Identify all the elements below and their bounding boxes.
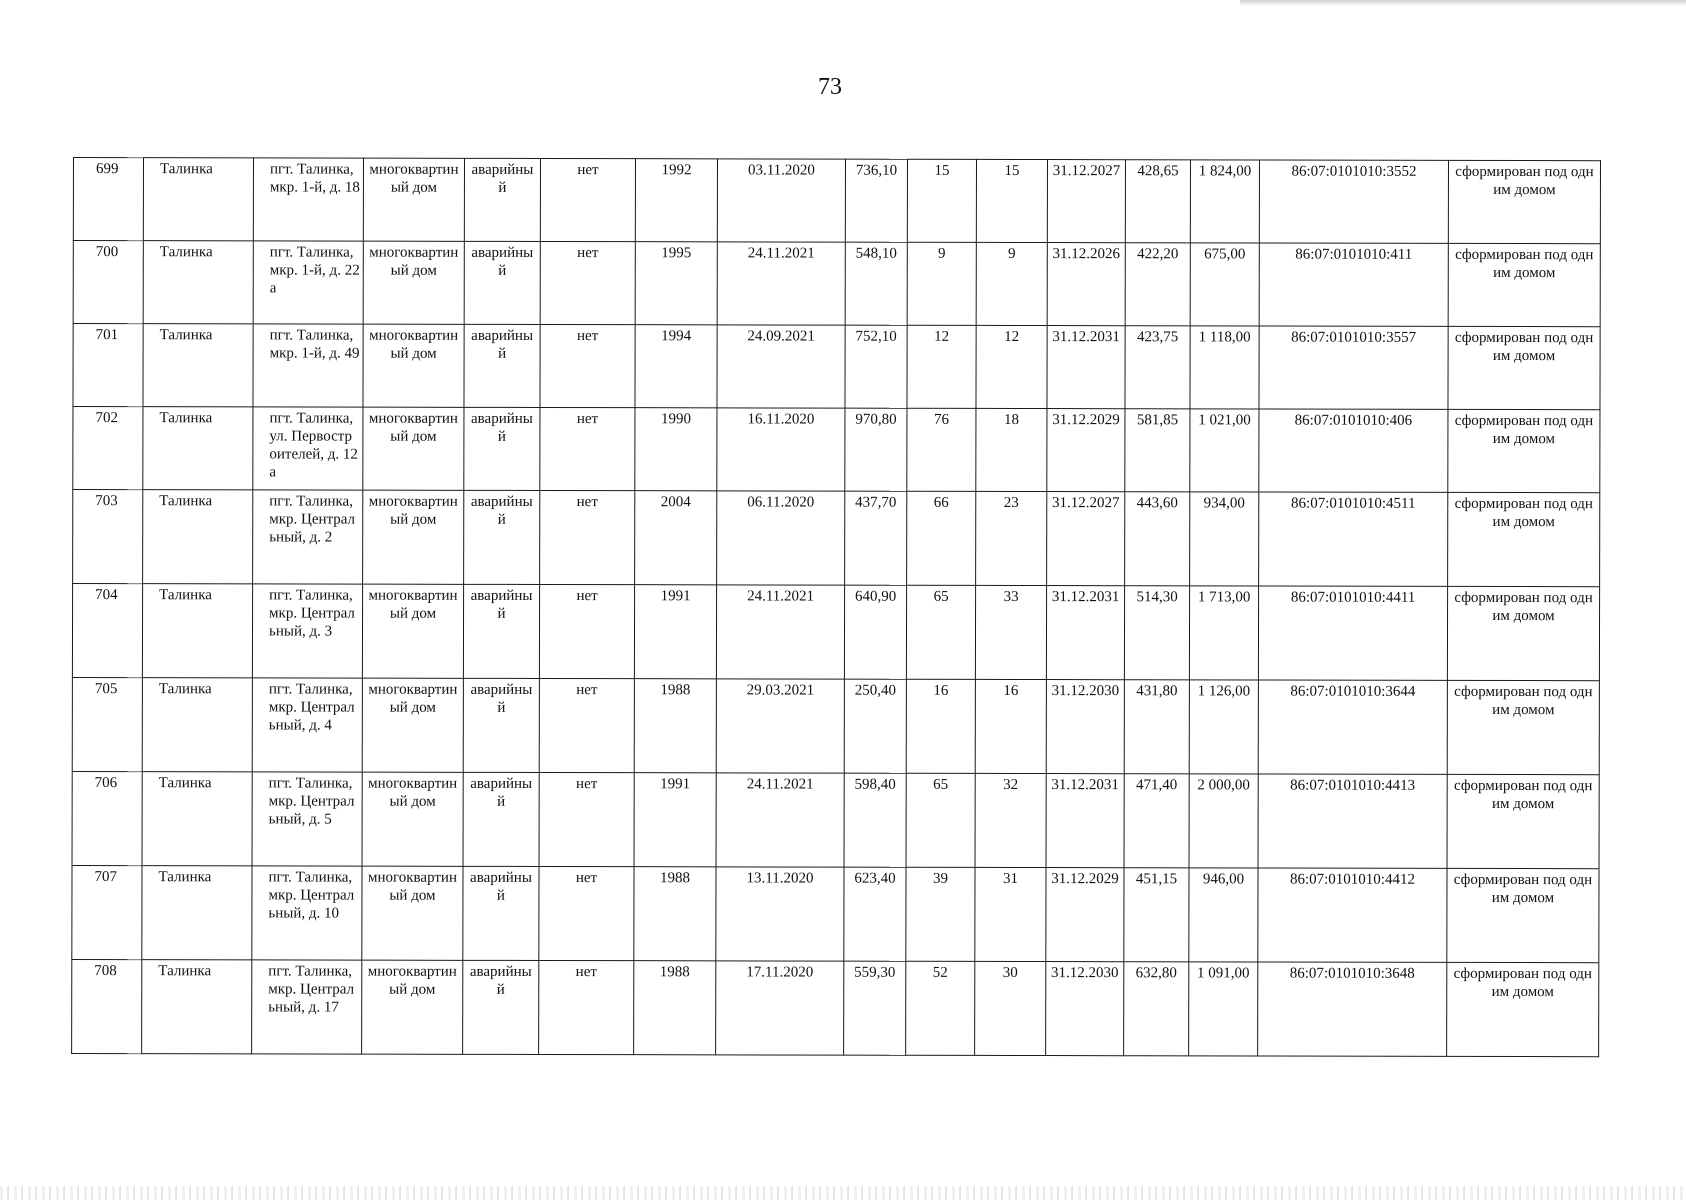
year-cell: 1990: [635, 408, 717, 491]
municipality-cell: Талинка: [143, 158, 253, 241]
municipality-cell: Талинка: [143, 241, 253, 324]
date-cell: 13.11.2020: [716, 867, 844, 961]
building-type-cell: многоквартиный дом: [363, 324, 464, 407]
value3-cell: 428,65: [1125, 160, 1190, 243]
value4-cell: 934,00: [1190, 492, 1259, 586]
flag-cell: нет: [539, 866, 634, 960]
value1-cell: 66: [907, 491, 976, 585]
cadastral-number-cell: 86:07:0101010:411: [1259, 243, 1448, 326]
num-cell: 706: [72, 771, 142, 865]
value2-cell: 32: [975, 773, 1046, 867]
date-cell: 17.11.2020: [716, 961, 844, 1055]
area-cell: 250,40: [844, 679, 906, 773]
num-cell: 702: [73, 407, 143, 490]
address-cell: пгт. Талинка, мкр. Центральный, д. 4: [252, 678, 362, 772]
value1-cell: 9: [907, 242, 976, 325]
municipality-cell: Талинка: [142, 584, 252, 678]
value2-cell: 15: [976, 159, 1047, 242]
date-cell: 03.11.2020: [717, 159, 845, 242]
value1-cell: 76: [907, 408, 976, 491]
status-cell: сформирован под одним домом: [1447, 774, 1599, 868]
value1-cell: 52: [906, 961, 975, 1055]
building-type-cell: многоквартиный дом: [362, 960, 463, 1054]
address-cell: пгт. Талинка, мкр. Центральный, д. 2: [253, 490, 363, 584]
value3-cell: 422,20: [1125, 243, 1190, 326]
flag-cell: нет: [540, 241, 635, 324]
value4-cell: 946,00: [1189, 868, 1258, 962]
building-type-cell: многоквартиный дом: [363, 490, 464, 584]
deadline-cell: 31.12.2027: [1047, 160, 1125, 243]
municipality-cell: Талинка: [142, 960, 252, 1054]
condition-cell: аварийный: [464, 241, 540, 324]
area-cell: 623,40: [844, 867, 906, 961]
year-cell: 1995: [635, 242, 717, 325]
cadastral-number-cell: 86:07:0101010:4511: [1259, 492, 1448, 586]
deadline-cell: 31.12.2029: [1046, 868, 1124, 962]
value3-cell: 431,80: [1124, 680, 1189, 774]
date-cell: 29.03.2021: [716, 679, 844, 773]
deadline-cell: 31.12.2026: [1047, 243, 1125, 326]
flag-cell: нет: [540, 158, 635, 241]
building-type-cell: многоквартиный дом: [362, 678, 463, 772]
value2-cell: 12: [976, 325, 1047, 408]
value4-cell: 1 118,00: [1190, 326, 1259, 409]
year-cell: 1988: [634, 961, 716, 1055]
table-row: [72, 959, 1599, 1056]
table-row: [72, 584, 1599, 681]
condition-cell: аварийный: [463, 772, 539, 866]
municipality-cell: Талинка: [143, 407, 253, 490]
value1-cell: 12: [907, 325, 976, 408]
scan-edge-top: [1240, 0, 1686, 6]
area-cell: 640,90: [844, 585, 906, 679]
value3-cell: 471,40: [1124, 774, 1189, 868]
value2-cell: 33: [975, 585, 1046, 679]
cadastral-number-cell: 86:07:0101010:3552: [1259, 160, 1448, 243]
value3-cell: 443,60: [1125, 492, 1190, 586]
building-type-cell: многоквартиный дом: [362, 584, 463, 678]
building-type-cell: многоквартиный дом: [363, 158, 464, 241]
value3-cell: 451,15: [1124, 868, 1189, 962]
value2-cell: 18: [976, 408, 1047, 491]
deadline-cell: 31.12.2031: [1047, 326, 1125, 409]
deadline-cell: 31.12.2031: [1046, 774, 1124, 868]
municipality-cell: Талинка: [143, 490, 253, 584]
status-cell: сформирован под одним домом: [1448, 160, 1600, 243]
date-cell: 24.09.2021: [717, 325, 845, 408]
cadastral-number-cell: 86:07:0101010:406: [1259, 409, 1448, 492]
municipality-cell: Талинка: [142, 866, 252, 960]
cadastral-number-cell: 86:07:0101010:3648: [1258, 962, 1447, 1056]
flag-cell: нет: [539, 584, 634, 678]
building-type-cell: многоквартиный дом: [362, 772, 463, 866]
num-cell: 704: [72, 584, 142, 678]
value2-cell: 16: [975, 679, 1046, 773]
building-type-cell: многоквартиный дом: [363, 407, 464, 490]
date-cell: 24.11.2021: [717, 242, 845, 325]
year-cell: 1994: [635, 325, 717, 408]
cadastral-number-cell: 86:07:0101010:4411: [1258, 586, 1447, 680]
address-cell: пгт. Талинка, ул. Первостроителей, д. 12а: [253, 407, 363, 490]
page-number: 73: [818, 74, 842, 100]
year-cell: 1992: [635, 159, 717, 242]
value1-cell: 65: [906, 773, 975, 867]
condition-cell: аварийный: [464, 407, 540, 490]
value4-cell: 2 000,00: [1189, 774, 1258, 868]
address-cell: пгт. Талинка, мкр. Центральный, д. 17: [252, 960, 362, 1054]
area-cell: 598,40: [844, 773, 906, 867]
date-cell: 16.11.2020: [717, 408, 845, 491]
address-cell: пгт. Талинка, мкр. 1-й, д. 49: [253, 324, 363, 407]
year-cell: 2004: [635, 491, 717, 585]
table-row: [73, 324, 1600, 410]
municipality-cell: Талинка: [142, 678, 252, 772]
flag-cell: нет: [539, 678, 634, 772]
year-cell: 1991: [634, 585, 716, 679]
area-cell: 736,10: [845, 159, 907, 242]
status-cell: сформирован под одним домом: [1447, 680, 1599, 774]
year-cell: 1991: [634, 773, 716, 867]
value1-cell: 15: [907, 159, 976, 242]
building-type-cell: многоквартиный дом: [363, 241, 464, 324]
deadline-cell: 31.12.2031: [1046, 586, 1124, 680]
num-cell: 700: [73, 241, 143, 324]
value4-cell: 675,00: [1190, 243, 1259, 326]
cadastral-number-cell: 86:07:0101010:4412: [1258, 868, 1447, 962]
address-cell: пгт. Талинка, мкр. 1-й, д. 18: [253, 158, 363, 241]
cadastral-number-cell: 86:07:0101010:3557: [1259, 326, 1448, 409]
value4-cell: 1 021,00: [1190, 409, 1259, 492]
date-cell: 24.11.2021: [716, 585, 844, 679]
address-cell: пгт. Талинка, мкр. Центральный, д. 10: [252, 866, 362, 960]
address-cell: пгт. Талинка, мкр. Центральный, д. 5: [252, 772, 362, 866]
deadline-cell: 31.12.2029: [1047, 409, 1125, 492]
address-cell: пгт. Талинка, мкр. Центральный, д. 3: [252, 584, 362, 678]
date-cell: 24.11.2021: [716, 773, 844, 867]
table-row: [73, 490, 1600, 587]
deadline-cell: 31.12.2030: [1046, 680, 1124, 774]
num-cell: 707: [72, 865, 142, 959]
flag-cell: нет: [540, 324, 635, 407]
cadastral-number-cell: 86:07:0101010:4413: [1258, 774, 1447, 868]
municipality-cell: Талинка: [142, 772, 252, 866]
area-cell: 970,80: [845, 408, 907, 491]
condition-cell: аварийный: [463, 678, 539, 772]
housing-registry-table: [71, 157, 1601, 1057]
condition-cell: аварийный: [463, 960, 539, 1054]
condition-cell: аварийный: [463, 866, 539, 960]
status-cell: сформирован под одним домом: [1447, 962, 1599, 1056]
municipality-cell: Талинка: [143, 324, 253, 407]
table-row: [72, 771, 1599, 868]
value3-cell: 581,85: [1125, 409, 1190, 492]
table-row: [73, 241, 1600, 327]
flag-cell: нет: [539, 772, 634, 866]
year-cell: 1988: [634, 679, 716, 773]
date-cell: 06.11.2020: [717, 491, 845, 585]
area-cell: 437,70: [845, 491, 907, 585]
value3-cell: 514,30: [1124, 586, 1189, 680]
table-body: [72, 158, 1601, 1057]
value1-cell: 65: [906, 585, 975, 679]
deadline-cell: 31.12.2030: [1046, 962, 1124, 1056]
value4-cell: 1 091,00: [1189, 962, 1258, 1056]
table-row: [72, 865, 1599, 962]
condition-cell: аварийный: [464, 158, 540, 241]
cadastral-number-cell: 86:07:0101010:3644: [1258, 680, 1447, 774]
area-cell: 752,10: [845, 325, 907, 408]
value2-cell: 31: [975, 867, 1046, 961]
value3-cell: 632,80: [1124, 962, 1189, 1056]
year-cell: 1988: [634, 867, 716, 961]
condition-cell: аварийный: [463, 584, 539, 678]
table-row: [73, 407, 1600, 493]
address-cell: пгт. Талинка, мкр. 1-й, д. 22а: [253, 241, 363, 324]
area-cell: 559,30: [844, 961, 906, 1055]
condition-cell: аварийный: [464, 490, 540, 584]
num-cell: 703: [73, 490, 143, 584]
value2-cell: 9: [976, 242, 1047, 325]
status-cell: сформирован под одним домом: [1448, 326, 1600, 409]
deadline-cell: 31.12.2027: [1047, 492, 1125, 586]
num-cell: 705: [72, 677, 142, 771]
status-cell: сформирован под одним домом: [1447, 868, 1599, 962]
num-cell: 699: [73, 158, 143, 241]
num-cell: 708: [72, 959, 142, 1053]
table-row: [73, 158, 1600, 244]
value1-cell: 16: [906, 679, 975, 773]
value2-cell: 23: [976, 491, 1047, 585]
value4-cell: 1 824,00: [1190, 160, 1259, 243]
status-cell: сформирован под одним домом: [1448, 243, 1600, 326]
status-cell: сформирован под одним домом: [1448, 492, 1600, 586]
value3-cell: 423,75: [1125, 326, 1190, 409]
value1-cell: 39: [906, 867, 975, 961]
flag-cell: нет: [540, 490, 635, 584]
area-cell: 548,10: [845, 242, 907, 325]
num-cell: 701: [73, 324, 143, 407]
flag-cell: нет: [539, 960, 634, 1054]
status-cell: сформирован под одним домом: [1448, 409, 1600, 492]
flag-cell: нет: [540, 407, 635, 490]
scan-edge-bottom: [0, 1186, 1686, 1200]
value4-cell: 1 713,00: [1189, 586, 1258, 680]
value4-cell: 1 126,00: [1189, 680, 1258, 774]
value2-cell: 30: [975, 961, 1046, 1055]
condition-cell: аварийный: [464, 324, 540, 407]
table-row: [72, 677, 1599, 774]
status-cell: сформирован под одним домом: [1447, 586, 1599, 680]
building-type-cell: многоквартиный дом: [362, 866, 463, 960]
